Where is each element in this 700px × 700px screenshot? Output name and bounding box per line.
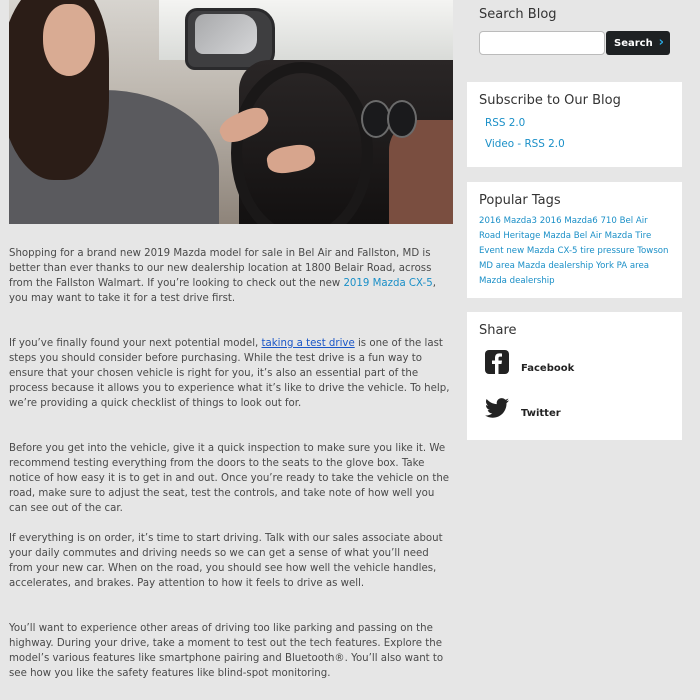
- search-button[interactable]: Search ›: [606, 31, 670, 55]
- test-drive-link[interactable]: taking a test drive: [261, 338, 355, 349]
- paragraph-4: If everything is on order, it’s time to start driving. Talk with our sales associate about your daily commutes and driving needs so we can get a sense of what you’ll need from your new car. When on the road, you should see how well the vehicle handles, accelerates, and brakes. Pay attention to how it feels to drive as well.: [9, 533, 443, 589]
- tag-link[interactable]: Mazda dealership: [517, 261, 594, 271]
- share-facebook[interactable]: [485, 350, 574, 374]
- tag-link[interactable]: 710 Bel Air Road: [479, 216, 648, 241]
- paragraph-1: Shopping for a brand new 2019 Mazda model for sale in Bel Air and Fallston, MD is better than ever thanks to our new dealership location at 1800 Belair Road, across from the Fallston Walmart. If you’re looking to check out the new 2019 Mazda CX-5, you may want to take it for a test drive first.: [9, 248, 436, 304]
- share-title: Share: [479, 323, 517, 338]
- tag-link[interactable]: 2016 Mazda3: [479, 216, 537, 226]
- rss-link[interactable]: RSS 2.0: [485, 117, 526, 129]
- tags-title: Popular Tags: [479, 193, 561, 208]
- main-content: [9, 0, 453, 679]
- cx5-link[interactable]: 2019 Mazda CX-5: [343, 278, 433, 289]
- facebook-icon: [485, 350, 509, 374]
- tag-link[interactable]: York PA area Mazda dealership: [479, 261, 650, 286]
- tag-link[interactable]: Heritage Mazda Bel Air: [503, 231, 602, 241]
- chevron-right-icon: ›: [658, 35, 664, 50]
- share-twitter[interactable]: [485, 396, 561, 419]
- paragraph-5: You’ll want to experience other areas of driving too like parking and passing on the highway. During your drive, take a moment to test out the tech features. Explore the model’s various features like smartphone pairing and Bluetooth®. You’ll also want to see how you like the safety features like blind-spot monitoring.: [9, 623, 444, 679]
- tag-link[interactable]: Mazda Tire Event: [479, 231, 652, 256]
- twitter-icon: [485, 398, 509, 418]
- tags-widget: [467, 182, 682, 298]
- subscribe-title: Subscribe to Our Blog: [479, 93, 621, 108]
- paragraph-2: If you’ve finally found your next potential model, taking a test drive is one of the last steps you should consider before purchasing. While the test drive is a fun way to ensure that your chosen vehicle is right for you, it’s also an essential part of the process because it allows you to experience what it’s like to drive the vehicle. To help, we’re providing a quick checklist of things to look out for.: [9, 338, 450, 409]
- tag-link[interactable]: tire pressure: [580, 246, 635, 256]
- search-input[interactable]: [479, 31, 605, 55]
- video-rss-link[interactable]: Video - RSS 2.0: [485, 138, 565, 150]
- tag-link[interactable]: new Mazda CX-5: [506, 246, 578, 256]
- twitter-label: Twitter: [521, 408, 561, 419]
- hero-image: [9, 0, 453, 224]
- tag-link[interactable]: Towson MD area: [479, 246, 669, 271]
- tag-link[interactable]: 2016 Mazda6: [539, 216, 598, 226]
- subscribe-widget: [467, 82, 682, 167]
- search-title: Search Blog: [479, 7, 557, 22]
- paragraph-3: Before you get into the vehicle, give it a quick inspection to make sure you like it. We recommend testing everything from the doors to the seats to the glove box. Take notice of how easy it is to get in and out. Once you’re ready to take the vehicle on the road, make sure to adjust the seat, test the controls, and take note of how well you can see out of the car.: [9, 443, 450, 514]
- facebook-label: Facebook: [521, 362, 575, 374]
- tag-cloud: [479, 214, 670, 289]
- share-widget: [467, 312, 682, 440]
